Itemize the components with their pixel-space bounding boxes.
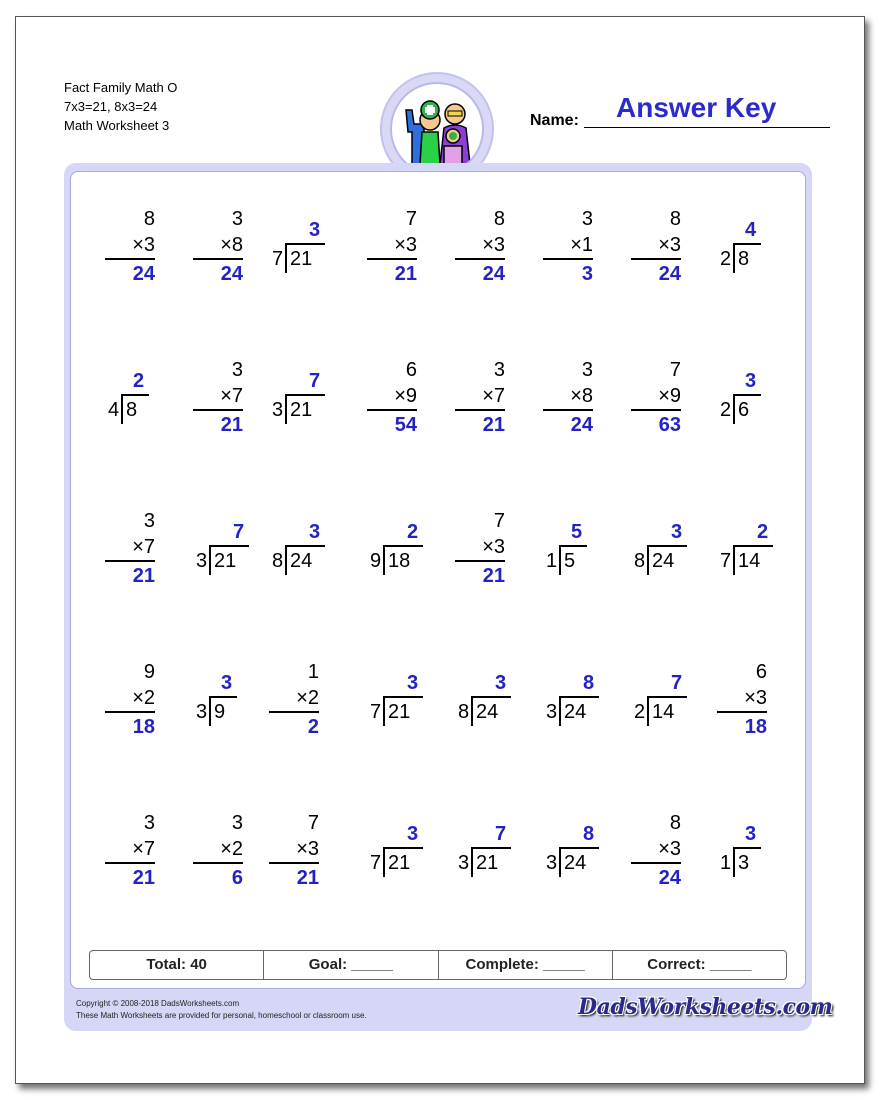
multiplicand: 3 — [581, 208, 593, 230]
answer: 8 — [583, 823, 595, 845]
answer: 21 — [132, 867, 155, 889]
answer: 21 — [220, 414, 243, 436]
multiplicand: 7 — [307, 812, 319, 834]
fact-family-people-icon — [390, 82, 484, 176]
multiplication-problem — [631, 810, 701, 890]
dividend: 24 — [564, 701, 587, 723]
multiplication-problem — [455, 357, 525, 437]
multiplication-problem — [543, 357, 613, 437]
answer: 21 — [394, 263, 417, 285]
division-problem — [269, 508, 339, 588]
multiplier: ×7 — [105, 836, 155, 864]
divisor: 4 — [108, 399, 120, 421]
multiplier: ×3 — [455, 232, 505, 260]
dividend: 24 — [652, 550, 675, 572]
multiplicand: 8 — [493, 208, 505, 230]
multiplicand: 7 — [493, 510, 505, 532]
problem-stack — [455, 206, 505, 286]
division-problem — [193, 508, 263, 588]
problem-stack — [105, 508, 155, 588]
complete-field: Complete: _____ — [439, 951, 613, 979]
answer: 21 — [482, 565, 505, 587]
division-problem — [717, 810, 787, 890]
answer: 2 — [133, 370, 145, 392]
multiplication-problem — [269, 810, 339, 890]
name-line — [584, 127, 830, 128]
answer: 18 — [132, 716, 155, 738]
multiplication-problem — [193, 810, 263, 890]
worksheet-header — [64, 78, 177, 135]
multiplicand: 6 — [405, 359, 417, 381]
multiplier: ×7 — [105, 534, 155, 562]
score-bar — [89, 950, 787, 980]
answer: 24 — [482, 263, 505, 285]
divisor: 2 — [720, 248, 732, 270]
multiplicand: 3 — [143, 510, 155, 532]
answer: 5 — [571, 521, 583, 543]
multiplier: ×8 — [193, 232, 243, 260]
answer: 7 — [671, 672, 683, 694]
problem-stack — [631, 810, 681, 890]
dividend: 14 — [652, 701, 675, 723]
problems-frame — [64, 163, 812, 1031]
answer: 24 — [658, 263, 681, 285]
problem-stack — [455, 508, 505, 588]
answer: 21 — [132, 565, 155, 587]
problem-stack — [455, 357, 505, 437]
correct-field: Correct: _____ — [647, 956, 752, 973]
multiplication-problem — [105, 810, 175, 890]
answer: 2 — [307, 716, 319, 738]
multiplier: ×7 — [455, 383, 505, 411]
multiplication-problem — [367, 206, 437, 286]
problem-stack — [367, 206, 417, 286]
multiplier: ×3 — [631, 836, 681, 864]
divisor: 8 — [634, 550, 646, 572]
multiplier: ×3 — [105, 232, 155, 260]
multiplicand: 8 — [669, 208, 681, 230]
divisor: 3 — [272, 399, 284, 421]
copyright-block — [76, 998, 367, 1022]
multiplication-problem — [105, 508, 175, 588]
answer: 3 — [581, 263, 593, 285]
dividend: 21 — [214, 550, 237, 572]
brand-logo: DadsWorksheets.com — [578, 994, 833, 1020]
divisor: 2 — [720, 399, 732, 421]
multiplier: ×3 — [455, 534, 505, 562]
multiplier: ×3 — [269, 836, 319, 864]
answer: 3 — [309, 219, 321, 241]
dividend: 6 — [738, 399, 750, 421]
answer: 7 — [233, 521, 245, 543]
multiplication-problem — [193, 206, 263, 286]
answer: 7 — [495, 823, 507, 845]
multiplicand: 3 — [231, 812, 243, 834]
multiplier: ×2 — [269, 685, 319, 713]
divisor: 1 — [720, 852, 732, 874]
division-problem — [269, 357, 339, 437]
multiplication-problem — [455, 508, 525, 588]
divisor: 2 — [634, 701, 646, 723]
problem-stack — [543, 357, 593, 437]
division-problem — [105, 357, 175, 437]
multiplier: ×2 — [105, 685, 155, 713]
divisor: 3 — [546, 701, 558, 723]
dividend: 8 — [738, 248, 750, 270]
problem-stack — [631, 206, 681, 286]
dividend: 21 — [290, 399, 313, 421]
divisor: 8 — [272, 550, 284, 572]
dividend: 24 — [476, 701, 499, 723]
worksheet-number: Math Worksheet 3 — [64, 118, 170, 133]
multiplication-problem — [631, 357, 701, 437]
multiplicand: 3 — [143, 812, 155, 834]
answer: 63 — [658, 414, 681, 436]
dividend: 8 — [126, 399, 138, 421]
divisor: 3 — [458, 852, 470, 874]
dividend: 24 — [564, 852, 587, 874]
dividend: 21 — [290, 248, 313, 270]
multiplicand: 3 — [231, 359, 243, 381]
answer: 3 — [407, 672, 419, 694]
answer: 6 — [231, 867, 243, 889]
problems-grid — [70, 171, 806, 989]
answer: 2 — [757, 521, 769, 543]
problem-stack — [105, 206, 155, 286]
answer: 3 — [745, 370, 757, 392]
division-problem — [543, 659, 613, 739]
divisor: 7 — [272, 248, 284, 270]
divisor: 7 — [720, 550, 732, 572]
multiplicand: 9 — [143, 661, 155, 683]
dividend: 3 — [738, 852, 750, 874]
divisor: 3 — [546, 852, 558, 874]
division-problem — [269, 206, 339, 286]
answer: 3 — [495, 672, 507, 694]
divisor: 7 — [370, 701, 382, 723]
dividend: 5 — [564, 550, 576, 572]
problem-stack — [543, 206, 593, 286]
dividend: 14 — [738, 550, 761, 572]
name-field — [530, 92, 830, 132]
multiplicand: 3 — [493, 359, 505, 381]
answer-key-label: Answer Key — [616, 92, 777, 123]
multiplier: ×3 — [717, 685, 767, 713]
multiplication-problem — [105, 659, 175, 739]
worksheet-title: Fact Family Math O — [64, 80, 178, 95]
multiplier: ×8 — [543, 383, 593, 411]
multiplier: ×9 — [367, 383, 417, 411]
multiplicand: 3 — [231, 208, 243, 230]
problem-stack — [193, 206, 243, 286]
dividend: 21 — [388, 852, 411, 874]
division-problem — [543, 508, 613, 588]
division-problem — [717, 357, 787, 437]
division-problem — [543, 810, 613, 890]
problem-stack — [717, 659, 767, 739]
answer: 3 — [309, 521, 321, 543]
total-count: Total: 40 — [90, 951, 264, 979]
multiplicand: 8 — [669, 812, 681, 834]
multiplication-problem — [193, 357, 263, 437]
multiplicand: 7 — [669, 359, 681, 381]
worksheet-subtitle: 7x3=21, 8x3=24 — [64, 99, 158, 114]
multiplication-problem — [105, 206, 175, 286]
dividend: 21 — [388, 701, 411, 723]
divisor: 7 — [370, 852, 382, 874]
multiplicand: 7 — [405, 208, 417, 230]
multiplication-problem — [717, 659, 787, 739]
division-problem — [193, 659, 263, 739]
answer: 3 — [671, 521, 683, 543]
dividend: 24 — [290, 550, 313, 572]
multiplier: ×1 — [543, 232, 593, 260]
multiplicand: 1 — [307, 661, 319, 683]
usage-notice: These Math Worksheets are provided for personal, homeschool or classroom use. — [76, 1011, 367, 1020]
division-problem — [455, 659, 525, 739]
divisor: 9 — [370, 550, 382, 572]
multiplier: ×7 — [193, 383, 243, 411]
dividend: 9 — [214, 701, 226, 723]
answer: 21 — [296, 867, 319, 889]
multiplication-problem — [269, 659, 339, 739]
multiplier: ×3 — [631, 232, 681, 260]
divisor: 8 — [458, 701, 470, 723]
problem-stack — [269, 659, 319, 739]
answer: 4 — [745, 219, 757, 241]
answer: 21 — [482, 414, 505, 436]
divisor: 3 — [196, 701, 208, 723]
multiplicand: 6 — [755, 661, 767, 683]
division-problem — [367, 810, 437, 890]
divisor: 3 — [196, 550, 208, 572]
answer: 7 — [309, 370, 321, 392]
copyright-text: Copyright © 2008-2018 DadsWorksheets.com — [76, 999, 240, 1008]
dividend: 18 — [388, 550, 411, 572]
answer: 24 — [570, 414, 593, 436]
name-label: Name: — [530, 112, 579, 129]
multiplication-problem — [455, 206, 525, 286]
division-problem — [367, 659, 437, 739]
answer: 24 — [220, 263, 243, 285]
problem-stack — [193, 810, 243, 890]
multiplier: ×2 — [193, 836, 243, 864]
division-problem — [717, 508, 787, 588]
problem-stack — [105, 810, 155, 890]
answer: 3 — [407, 823, 419, 845]
problem-stack — [367, 357, 417, 437]
multiplier: ×9 — [631, 383, 681, 411]
multiplication-problem — [631, 206, 701, 286]
multiplication-problem — [543, 206, 613, 286]
goal-field: Goal: _____ — [264, 951, 438, 979]
answer: 3 — [221, 672, 233, 694]
multiplicand: 3 — [581, 359, 593, 381]
problem-stack — [269, 810, 319, 890]
answer: 24 — [658, 867, 681, 889]
problem-stack — [105, 659, 155, 739]
dividend: 21 — [476, 852, 499, 874]
division-problem — [455, 810, 525, 890]
answer: 2 — [407, 521, 419, 543]
problem-stack — [193, 357, 243, 437]
division-problem — [367, 508, 437, 588]
answer: 3 — [745, 823, 757, 845]
answer: 24 — [132, 263, 155, 285]
divisor: 1 — [546, 550, 558, 572]
multiplicand: 8 — [143, 208, 155, 230]
division-problem — [717, 206, 787, 286]
multiplication-problem — [367, 357, 437, 437]
problem-stack — [631, 357, 681, 437]
multiplier: ×3 — [367, 232, 417, 260]
answer: 54 — [394, 414, 417, 436]
answer: 18 — [744, 716, 767, 738]
answer: 8 — [583, 672, 595, 694]
division-problem — [631, 508, 701, 588]
division-problem — [631, 659, 701, 739]
